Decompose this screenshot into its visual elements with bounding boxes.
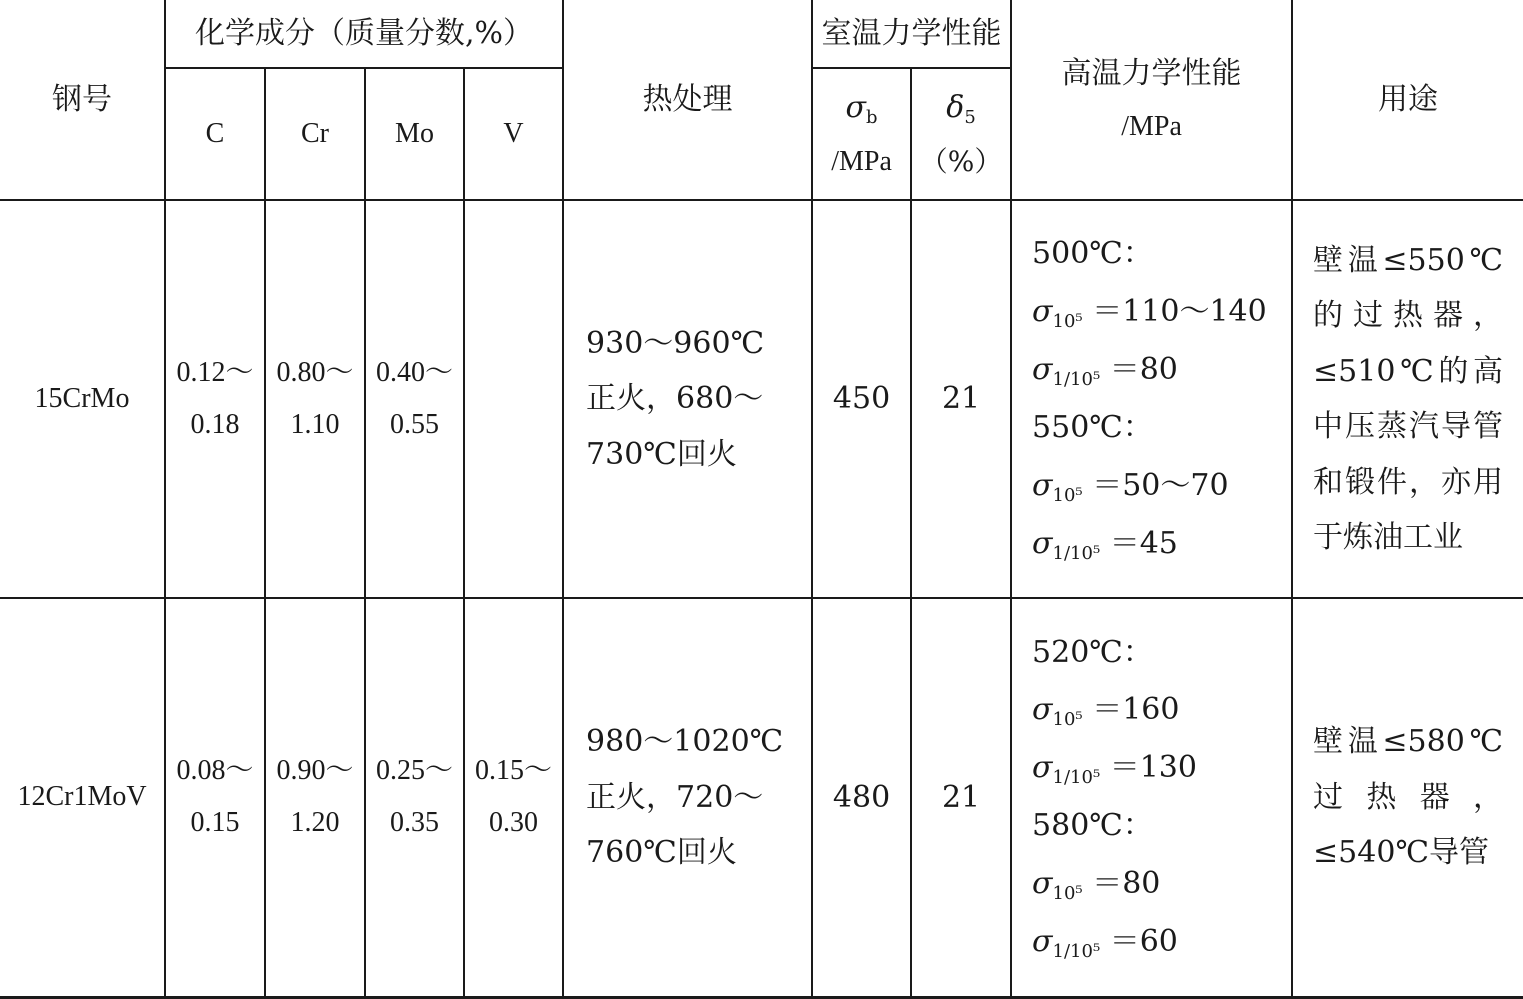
cr-min: 0.90～ xyxy=(276,755,354,787)
c-min: 0.08～ xyxy=(176,755,254,787)
header-heat-treatment: 热处理 xyxy=(563,0,812,200)
cr-max: 1.20 xyxy=(290,807,340,839)
hot-stress-1: $\sigma_{10^5}$ ＝110～140 xyxy=(1032,294,1267,333)
mo-max: 0.35 xyxy=(390,807,439,839)
heat-treatment: 980～1020℃正火，720～760℃回火 xyxy=(563,598,812,997)
hot-temp-2: 580℃： xyxy=(1032,808,1153,844)
v-min: 0.15～ xyxy=(475,755,553,787)
header-hot-unit: /MPa xyxy=(1121,111,1182,143)
mo-min: 0.40～ xyxy=(375,357,453,389)
sigma-unit: /MPa xyxy=(831,145,892,177)
delta5-value: 21 xyxy=(911,200,1011,598)
header-composition: 化学成分（质量分数,%） xyxy=(165,0,563,68)
v-max: 0.30 xyxy=(489,807,539,839)
header-v: V xyxy=(464,68,563,200)
cr-max: 1.10 xyxy=(290,409,340,440)
hot-stress-2: $\sigma_{1/10^5} =130$ xyxy=(1032,750,1197,789)
table-row xyxy=(0,598,1523,997)
header-delta-5 xyxy=(911,68,1011,200)
hot-stress-3: $\sigma_{10^5} =80$ xyxy=(1032,866,1161,905)
sigma-sub: b xyxy=(866,107,878,129)
sigma-b-value: 450 xyxy=(812,200,911,598)
cr-min: 0.80～ xyxy=(276,357,354,389)
c-max: 0.18 xyxy=(190,409,240,440)
hot-temp-1: 520℃： xyxy=(1032,634,1153,670)
mo-max: 0.55 xyxy=(390,409,439,440)
hot-temp-1: 500℃： xyxy=(1032,236,1153,272)
hot-temp-2: 550℃： xyxy=(1032,410,1153,445)
heat-treatment: 930～960℃正火，680～730℃回火 xyxy=(563,200,812,598)
delta-unit: （%） xyxy=(919,144,1003,178)
header-hot-title: 高温力学性能 xyxy=(1061,55,1242,91)
steel-grade: 15CrMo xyxy=(0,200,165,598)
mo-min: 0.25～ xyxy=(375,755,453,787)
hot-stress-4: $\sigma_{1/10^5} =60$ xyxy=(1032,924,1178,963)
delta-sub: 5 xyxy=(964,107,976,129)
delta5-value: 21 xyxy=(911,598,1011,997)
c-max: 0.15 xyxy=(190,807,240,839)
cr-value xyxy=(265,598,365,997)
header-room-temp: 室温力学性能 xyxy=(812,0,1011,68)
application: 壁温≤580℃过热器，≤540℃导管 xyxy=(1292,598,1523,997)
steel-grade: 12Cr1MoV xyxy=(0,598,165,997)
cr-value xyxy=(265,200,365,598)
v-value xyxy=(464,200,563,598)
sigma-symbol: σ xyxy=(845,90,867,126)
hot-stress-1: $\sigma_{10^5} =160$ xyxy=(1032,692,1180,731)
header-row-1 xyxy=(0,0,1523,68)
c-min: 0.12～ xyxy=(176,357,254,389)
v-value xyxy=(464,598,563,997)
hot-properties xyxy=(1011,200,1292,598)
hot-properties xyxy=(1011,598,1292,997)
header-cr: Cr xyxy=(265,68,365,200)
header-steel: 钢号 xyxy=(0,0,165,200)
table-row xyxy=(0,200,1523,598)
hot-stress-3: $\sigma_{10^5}$ ＝50～70 xyxy=(1032,467,1229,506)
sigma-b-value: 480 xyxy=(812,598,911,997)
mo-value xyxy=(365,598,464,997)
delta-symbol: δ xyxy=(946,90,965,126)
header-hot-temp xyxy=(1011,0,1292,200)
hot-stress-2: $\sigma_{1/10^5} =80$ xyxy=(1032,352,1178,391)
header-use: 用途 xyxy=(1292,0,1523,200)
header-c: C xyxy=(165,68,265,200)
header-sigma-b xyxy=(812,68,911,200)
c-value xyxy=(165,200,265,598)
c-value xyxy=(165,598,265,997)
header-mo: Mo xyxy=(365,68,464,200)
application: 壁温≤550℃的过热器，≤510℃的高中压蒸汽导管和锻件，亦用于炼油工业 xyxy=(1292,200,1523,598)
mo-value xyxy=(365,200,464,598)
hot-stress-4: $\sigma_{1/10^5} =45$ xyxy=(1032,525,1178,564)
